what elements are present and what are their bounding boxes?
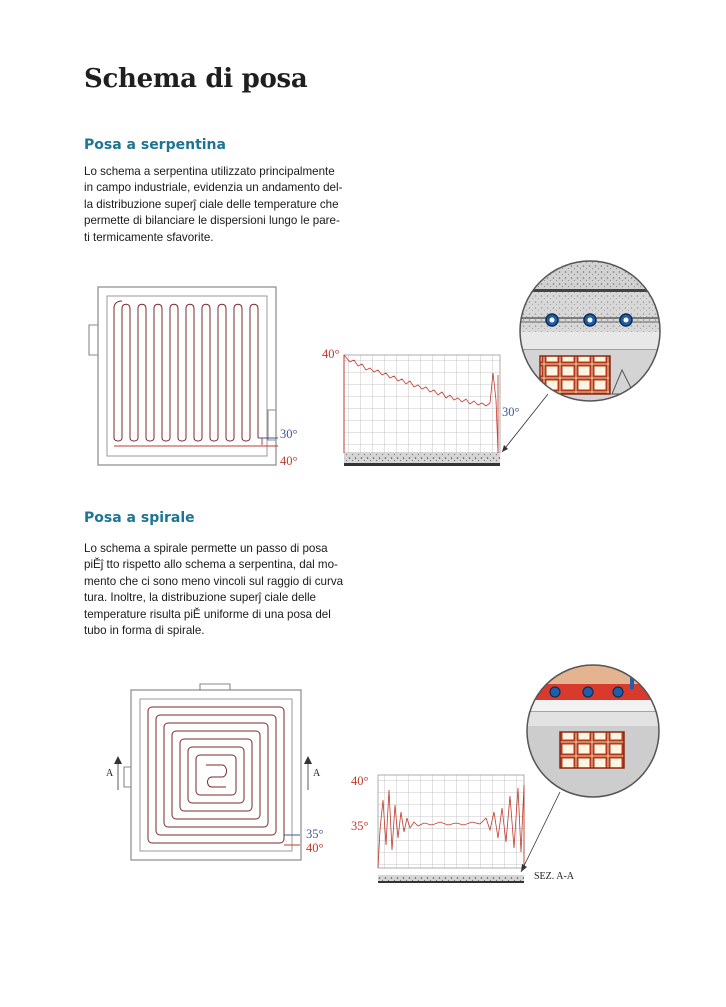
serpentina-low-temp-label: 30°: [502, 405, 520, 419]
serpentine-pipe: [114, 301, 258, 441]
section-heading-spirale: Posa a spirale: [84, 510, 195, 526]
serpentina-return-temp-label: 40°: [280, 454, 298, 468]
serpentina-supply-temp-label: 30°: [280, 427, 298, 441]
paragraph-line: in campo industriale, evidenzia un andamento del-: [84, 181, 343, 195]
paragraph-line: temperature risulta piĚ uniforme di una posa del: [84, 607, 331, 621]
paragraph-line: permette di bilanciare le dispersioni lungo le pare-: [84, 214, 340, 228]
serpentina-section-detail: [520, 261, 660, 410]
spirale-return-temp-label: 40°: [306, 841, 324, 855]
spirale-plan-diagram: [106, 684, 324, 860]
serpentina-temperature-profile: [322, 347, 548, 466]
serpentina-plan-diagram: [89, 287, 298, 468]
spirale-mid-temp-label: 35°: [351, 819, 369, 833]
page-title: Schema di posa: [84, 64, 308, 94]
spirale-temperature-profile: [351, 774, 575, 883]
paragraph-line: piĚĵ tto rispetto allo schema a serpentina, dal mo-: [84, 558, 338, 572]
paragraph-line: ti termicamente sfavorite.: [84, 230, 214, 244]
spirale-section-right-label: A: [313, 768, 321, 779]
paragraph-line: mento che ci sono meno vincoli sul raggio di curva: [84, 574, 344, 588]
spirale-supply-temp-label: 35°: [306, 827, 324, 841]
serpentina-high-temp-label: 40°: [322, 347, 340, 361]
paragraph-line: la distribuzione superĵ ciale delle temperature che: [84, 197, 339, 211]
spirale-high-temp-label: 40°: [351, 774, 369, 788]
paragraph-line: tubo in forma di spirale.: [84, 624, 205, 638]
spirale-section-label: SEZ. A-A: [534, 871, 574, 882]
section-heading-serpentina: Posa a serpentina: [84, 137, 226, 153]
paragraph-line: Lo schema a spirale permette un passo di posa: [84, 542, 328, 555]
paragraph-line: Lo schema a serpentina utilizzato principalmente: [84, 165, 335, 178]
spirale-section-left-label: A: [106, 768, 114, 779]
paragraph-line: tura. Inoltre, la distribuzione superĵ ciale delle: [84, 591, 316, 605]
